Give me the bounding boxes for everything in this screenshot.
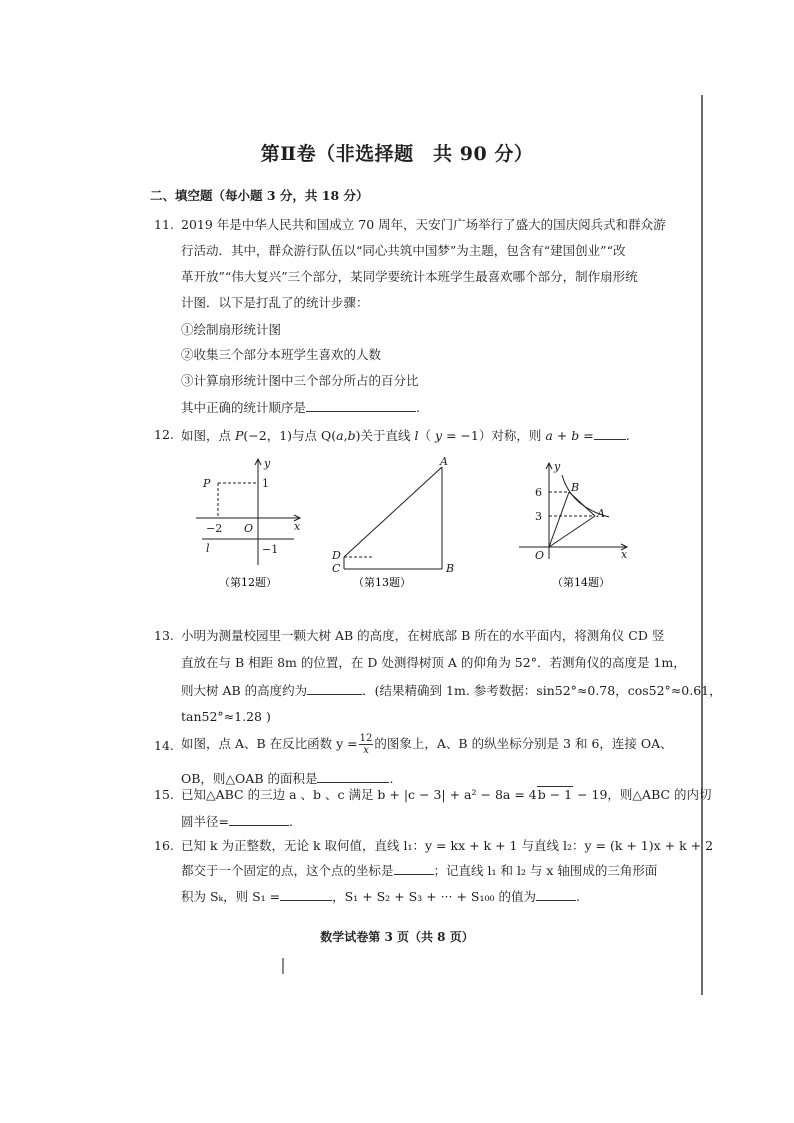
- q16-line-2-b: ；记直线 l₁ 和 l₂ 与 x 轴围成的三角形面: [433, 863, 658, 878]
- q16-line-3-b: ，S₁ + S₂ + S₃ + ··· + S₁₀₀ 的值为: [332, 889, 536, 904]
- q15-line-2: [181, 813, 293, 830]
- q15-answer-blank[interactable]: [229, 813, 289, 826]
- fig12-label-y: y: [264, 457, 271, 470]
- q12-answer-blank[interactable]: [594, 427, 626, 440]
- fig14-tick-3: 3: [535, 510, 542, 523]
- fig12-label-l: l: [206, 542, 210, 555]
- q15-end: .: [288, 814, 293, 829]
- q12-var-b: b: [347, 428, 356, 443]
- q16-s1-blank[interactable]: [280, 888, 332, 901]
- q14-number: 14.: [154, 738, 174, 753]
- q11-question-text: 其中正确的统计顺序是: [181, 400, 307, 415]
- fig14-label-y: y: [554, 460, 561, 473]
- fig14-caption: （第14题）: [552, 576, 610, 589]
- q11-step-3: ③计算扇形统计图中三个部分所占的百分比: [181, 373, 419, 388]
- q14-line-2-text: OB，则△OAB 的面积是: [181, 771, 318, 786]
- q15-number: 15.: [154, 787, 174, 802]
- figure-14: [505, 455, 635, 590]
- section-heading: 二、填空题（每小题 3 分，共 18 分）: [150, 188, 369, 203]
- q11-end: .: [416, 400, 420, 415]
- q16-line-3-a: 积为 Sₖ，则 S₁ =: [181, 889, 281, 904]
- page-footer: 数学试卷第 3 页（共 8 页）: [320, 930, 474, 944]
- q14-answer-blank[interactable]: [317, 770, 389, 783]
- q12-part: 如图，点: [181, 428, 235, 443]
- fig14-segment-ob: [549, 492, 569, 547]
- fig14-label-x: x: [621, 548, 628, 561]
- fig14-label-b: B: [571, 481, 580, 494]
- q12-line-l: l: [414, 428, 419, 443]
- q15-part-a: 已知△ABC 的三边 a 、b 、c 满足 b + |c − 3| + a² − 8a = 4: [181, 787, 537, 802]
- q12-var-a: a: [545, 428, 553, 443]
- q13-line-3: [181, 682, 722, 699]
- q12-part: （: [418, 428, 435, 443]
- q12-p-coords: (−2，1): [243, 428, 293, 443]
- q12-part: 与点 Q(: [292, 428, 337, 443]
- q11-line-3: 革开放”“伟大复兴”三个部分，某同学要统计本班学生最喜欢哪个部分，制作扇形统: [181, 269, 638, 284]
- q16-line-3: [181, 888, 580, 905]
- fig12-label-p: P: [203, 477, 211, 490]
- page-title: 第Ⅱ卷（非选择题 共 90 分）: [260, 143, 534, 165]
- q15-radical: b − 1: [537, 787, 573, 802]
- fig14-label-a: A: [597, 507, 605, 520]
- q11-line-1: 2019 年是中华人民共和国成立 70 周年，天安门广场举行了盛大的国庆阅兵式和群众游: [181, 217, 666, 232]
- fig14-segment-oa: [549, 516, 595, 547]
- fig12-tick-1: 1: [262, 477, 269, 490]
- q12-part: =: [579, 428, 594, 443]
- q16-sum-blank[interactable]: [536, 888, 576, 901]
- q12-comma: ,: [343, 428, 348, 443]
- q14-fraction-denominator: x: [363, 745, 369, 756]
- q14-part-b: 的图象上，A、B 的纵坐标分别是 3 和 6，连接 OA、: [374, 736, 673, 751]
- q13-line-3-a: 则大树 AB 的高度约为: [181, 683, 308, 698]
- fig12-tick-neg1: −1: [262, 543, 279, 556]
- q12-var-a: a: [336, 428, 344, 443]
- q16-line-1: 已知 k 为正整数，无论 k 取何值，直线 l₁：y = kx + k + 1 与直线 l₂：y = (k + 1)x + k + 2: [181, 838, 714, 853]
- q11-step-1: ①绘制扇形统计图: [181, 322, 282, 337]
- q11-answer-blank[interactable]: [306, 399, 416, 412]
- q12-part: )关于直线: [355, 428, 415, 443]
- fig13-label-b: B: [446, 562, 455, 575]
- fig13-caption: （第13题）: [353, 576, 411, 589]
- q12-point-p: P: [234, 428, 244, 443]
- q13-line-1: 小明为测量校园里一颗大树 AB 的高度，在树底部 B 所在的水平面内，将测角仪 CD 竖: [181, 628, 665, 643]
- q16-coordinate-blank[interactable]: [394, 862, 434, 875]
- q14-part-a: 如图，点 A、B 在反比函数 y =: [181, 736, 358, 751]
- q16-line-2: [181, 862, 657, 879]
- q15-line-2-text: 圆半径=: [181, 814, 229, 829]
- fig12-tick-neg2: −2: [206, 522, 223, 535]
- q14-fraction: [359, 733, 374, 756]
- fig13-label-a: A: [440, 455, 448, 468]
- q11-line-4: 计图．以下是打乱了的统计步骤：: [181, 295, 369, 310]
- q12-text: [181, 427, 630, 444]
- q14-line-1: [181, 731, 673, 757]
- q14-fraction-numerator: 12: [359, 733, 373, 744]
- q11-line-2: 行活动．其中，群众游行队伍以“同心共筑中国梦”为主题，包含有“建国创业”“改: [181, 243, 626, 258]
- fig13-sight-line: [344, 467, 442, 557]
- q12-number: 12.: [154, 427, 174, 442]
- q12-part: = −1）对称，则: [442, 428, 546, 443]
- q13-line-3-b: ．(结果精确到 1m. 参考数据：sin52°≈0.78，cos52°≈0.61，: [362, 683, 722, 698]
- q11-question: [181, 399, 420, 416]
- fig14-tick-6: 6: [535, 486, 542, 499]
- fig14-label-o: O: [535, 549, 545, 562]
- figure-13: [322, 455, 462, 590]
- q12-end: .: [625, 428, 630, 443]
- q11-number: 11.: [154, 217, 174, 232]
- q16-end: .: [576, 889, 580, 904]
- fig12-label-x: x: [294, 520, 301, 533]
- q14-line-2: [181, 770, 393, 787]
- q12-var-y: y: [434, 428, 443, 443]
- fig14-segment-ab: [569, 492, 595, 516]
- q12-var-b: b: [571, 428, 580, 443]
- q16-number: 16.: [154, 838, 174, 853]
- q13-line-4: tan52°≈1.28 ): [181, 709, 271, 724]
- q15-part-b: − 19，则△ABC 的内切: [573, 787, 712, 802]
- q12-plus: +: [552, 428, 572, 443]
- q15-line-1: [181, 787, 712, 803]
- q13-answer-blank[interactable]: [307, 682, 362, 695]
- fig12-caption: （第12题）: [219, 576, 277, 589]
- fig12-label-o: O: [244, 522, 254, 535]
- fig13-label-d: D: [332, 549, 341, 562]
- figure-12: [190, 455, 310, 590]
- q11-step-2: ②收集三个部分本班学生喜欢的人数: [181, 347, 382, 362]
- scan-mark: [282, 958, 284, 974]
- q16-line-2-a: 都交于一个固定的点，这个点的坐标是: [181, 863, 394, 878]
- q14-end: .: [389, 771, 394, 786]
- q13-line-2: 直放在与 B 相距 8m 的位置，在 D 处测得树顶 A 的仰角为 52°．若测角仪的高度是 1m，: [181, 655, 686, 670]
- fig13-label-c: C: [332, 562, 341, 575]
- q13-number: 13.: [154, 628, 174, 643]
- page-edge-line: [701, 95, 703, 995]
